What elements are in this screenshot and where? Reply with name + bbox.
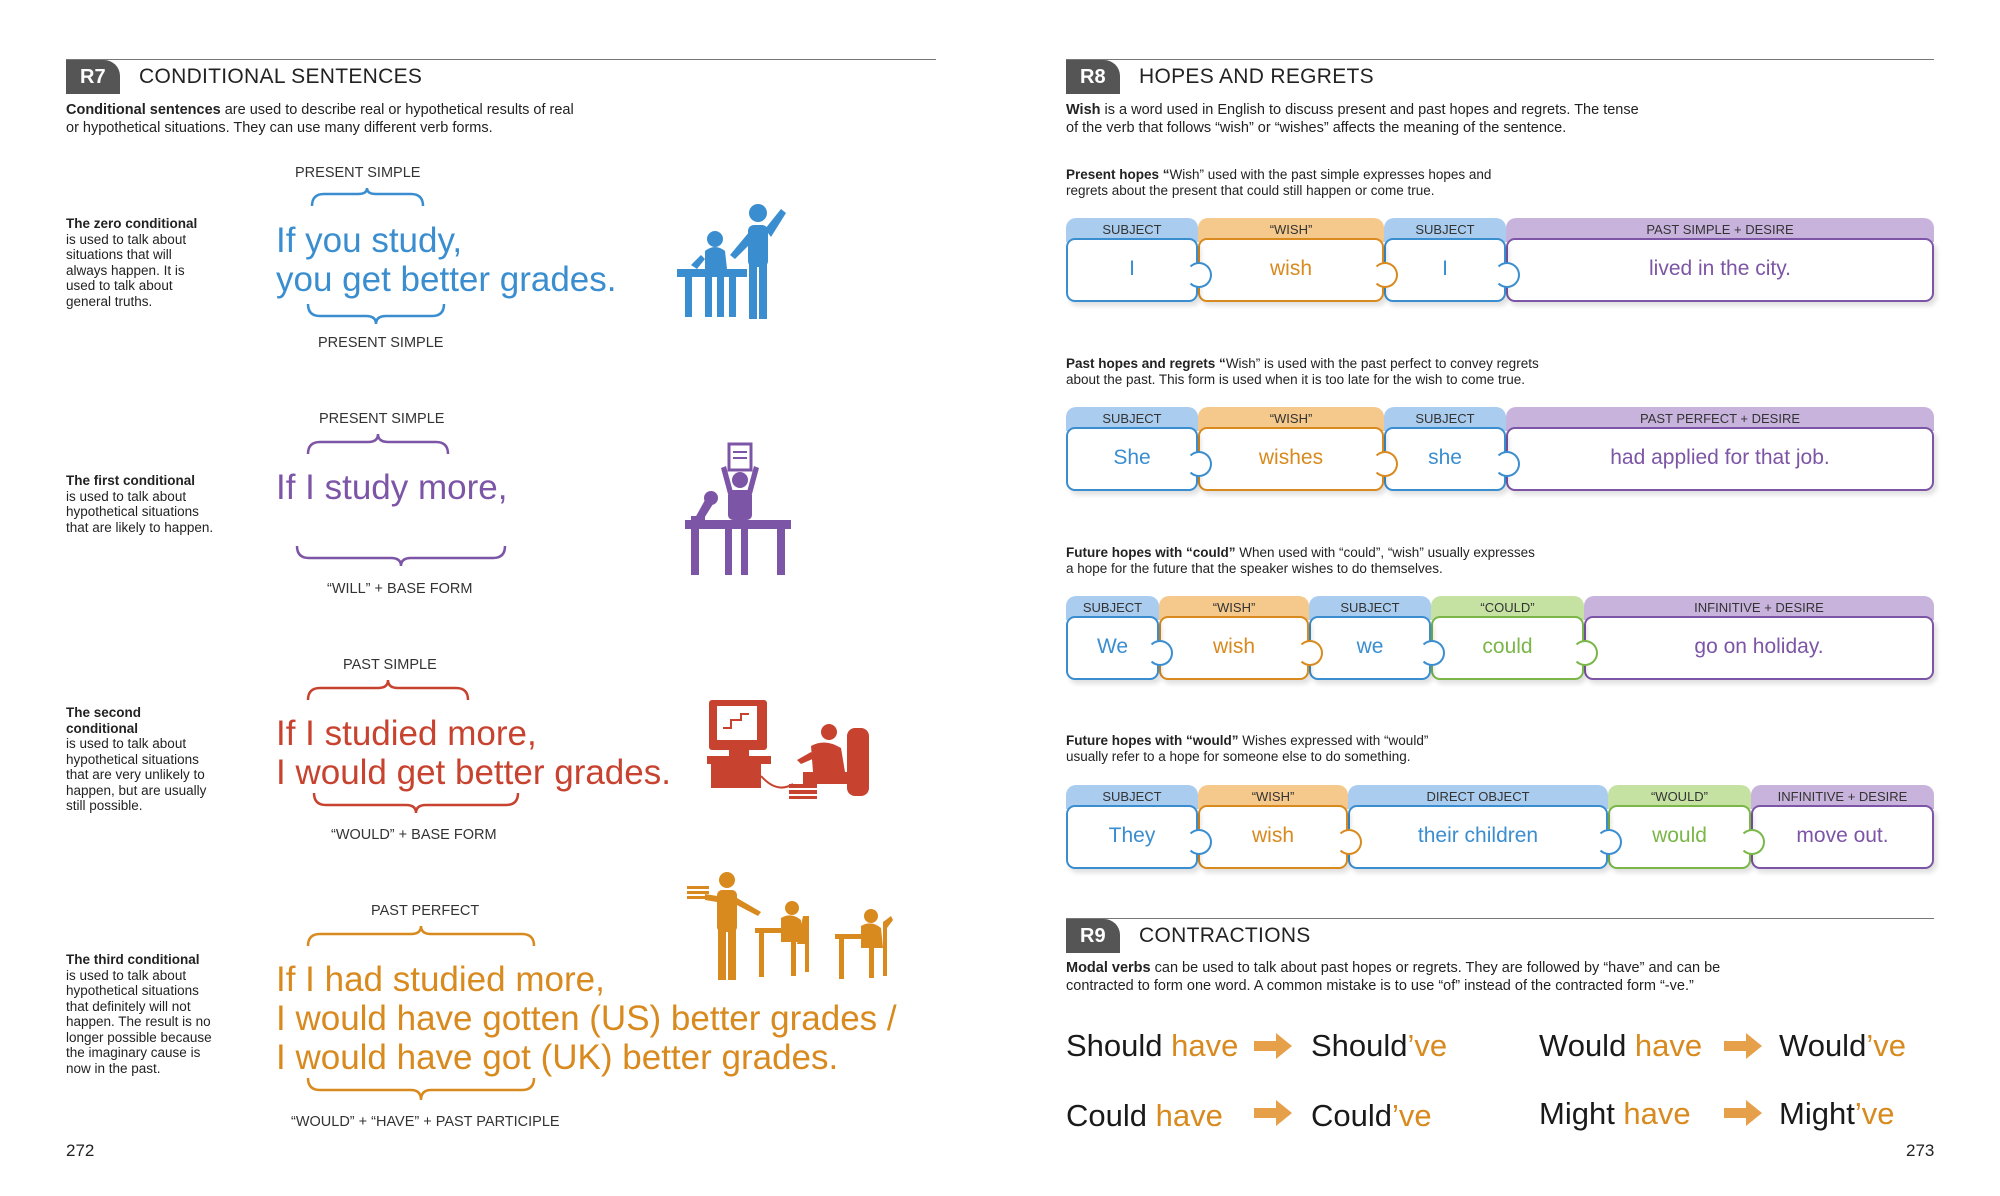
brace-bottom-2 — [295, 544, 507, 570]
top-label-3: PAST SIMPLE — [343, 657, 437, 673]
bottom-label-2: “WILL” + BASE FORM — [327, 581, 473, 597]
contraction-could-have — [1066, 1098, 1223, 1134]
bottom-label-4: “WOULD” + “HAVE” + PAST PARTICIPLE — [291, 1114, 560, 1130]
heading-text-line2: regrets about the present that could still happen or come true. — [1066, 183, 1435, 198]
puzzle-connector — [1419, 640, 1445, 666]
side-title: The zero conditional — [66, 216, 198, 231]
piece-label: “WOULD” — [1608, 785, 1751, 809]
heading-text: Wish” used with the past simple expresses hopes and — [1169, 167, 1492, 182]
short-word: Should — [1311, 1028, 1408, 1063]
intro-text: are used to describe real or hypothetical results of real — [220, 102, 574, 118]
piece-word: wish — [1198, 238, 1384, 302]
puzzle-connector — [1336, 829, 1362, 855]
contraction-should-have — [1066, 1028, 1238, 1064]
modal-word: Could — [1066, 1098, 1147, 1133]
puzzle-piece — [1506, 218, 1934, 302]
modal-word: Would — [1539, 1028, 1627, 1063]
contraction-wouldve — [1779, 1028, 1906, 1064]
piece-label: SUBJECT — [1066, 407, 1198, 431]
section-tag-r9: R9 — [1066, 919, 1120, 953]
intro-bold: Wish — [1066, 102, 1101, 118]
piece-word: their children — [1348, 805, 1608, 869]
side-text: is used to talk about situations that will always happen. It is used to talk about general truths. — [66, 231, 187, 309]
have-word: have — [1614, 1096, 1691, 1131]
have-word: have — [1162, 1028, 1239, 1063]
sentence-third-1: If I had studied more, — [276, 960, 605, 999]
brace-bottom-4 — [306, 1076, 536, 1104]
short-word: Would — [1779, 1028, 1867, 1063]
puzzle-piece — [1066, 596, 1159, 680]
puzzle-row-4 — [1066, 785, 1934, 869]
heading-text: Wish” is used with the past perfect to convey regrets — [1225, 356, 1539, 371]
piece-label: PAST PERFECT + DESIRE — [1506, 407, 1934, 431]
page-number-right: 273 — [1906, 1141, 1935, 1160]
side-text: is used to talk about hypothetical situations that are very unlikely to happen, but are usually still possible. — [66, 736, 207, 813]
contraction-couldve — [1311, 1098, 1432, 1134]
heading-bold: Past hopes and regrets “ — [1066, 356, 1226, 371]
short-word: Could — [1311, 1098, 1392, 1133]
puzzle-piece — [1506, 407, 1934, 491]
contraction-shouldve — [1311, 1028, 1447, 1064]
puzzle-connector — [1372, 262, 1398, 288]
top-label-1: PRESENT SIMPLE — [295, 165, 421, 181]
sentence-zero-1: If you study, — [276, 221, 463, 260]
piece-label: “WISH” — [1198, 407, 1384, 431]
modal-word: Should — [1066, 1028, 1163, 1063]
intro-wish — [1066, 101, 1639, 137]
heading-text: When used with “could”, “wish” usually expresses — [1235, 545, 1535, 560]
piece-word: had applied for that job. — [1506, 427, 1934, 491]
teacher-classroom-icon — [685, 872, 897, 982]
section-tag-r8: R8 — [1066, 60, 1120, 94]
intro-modal-verbs — [1066, 959, 1720, 995]
side-note-third — [66, 952, 216, 1076]
puzzle-piece — [1198, 218, 1384, 302]
piece-word: wish — [1198, 805, 1348, 869]
puzzle-piece — [1198, 407, 1384, 491]
puzzle-piece — [1751, 785, 1934, 869]
contraction-might-have — [1539, 1096, 1691, 1132]
heading-text-line2: a hope for the future that the speaker wishes to do themselves. — [1066, 561, 1443, 576]
piece-label: “WISH” — [1159, 596, 1309, 620]
piece-word: would — [1608, 805, 1751, 869]
brace-top-2 — [306, 432, 450, 458]
puzzle-piece — [1198, 785, 1348, 869]
section-title-conditional: CONDITIONAL SENTENCES — [139, 65, 423, 88]
contraction-would-have — [1539, 1028, 1702, 1064]
heading-text-line2: about the past. This form is used when it is too late for the wish to come true. — [1066, 372, 1525, 387]
brace-top-1 — [310, 186, 425, 210]
puzzle-piece — [1431, 596, 1584, 680]
brace-bottom-1 — [306, 302, 446, 328]
puzzle-connector — [1186, 262, 1212, 288]
heading-text: Wishes expressed with “would” — [1238, 733, 1429, 748]
ve-suffix: ’ve — [1866, 1028, 1906, 1063]
piece-label: “WISH” — [1198, 218, 1384, 242]
brace-bottom-3 — [312, 791, 520, 817]
section-title-contractions: CONTRACTIONS — [1139, 924, 1311, 947]
arrow-icon — [1722, 1098, 1764, 1128]
brace-top-4 — [306, 924, 536, 950]
piece-label: SUBJECT — [1066, 785, 1198, 809]
piece-label: “WISH” — [1198, 785, 1348, 809]
puzzle-piece — [1066, 218, 1198, 302]
heading-bold: Present hopes “ — [1066, 167, 1170, 182]
piece-word: I — [1066, 238, 1198, 302]
puzzle-piece — [1066, 407, 1198, 491]
intro-bold: Conditional sentences — [66, 102, 221, 118]
puzzle-connector — [1186, 451, 1212, 477]
sentence-second-2: I would get better grades. — [276, 753, 671, 792]
puzzle-connector — [1596, 829, 1622, 855]
piece-word: she — [1384, 427, 1506, 491]
puzzle-connector — [1297, 640, 1323, 666]
side-text: is used to talk about hypothetical situations that are likely to happen. — [66, 488, 214, 535]
puzzle-piece — [1159, 596, 1309, 680]
puzzle-piece — [1384, 218, 1506, 302]
piece-word: wishes — [1198, 427, 1384, 491]
intro-conditional — [66, 101, 574, 137]
side-text: is used to talk about hypothetical situations that definitely will not happen. The result is no longer possible because the imaginary cause is now in the past. — [66, 967, 212, 1076]
heading-bold: Future hopes with “would” — [1066, 733, 1239, 748]
piece-label: SUBJECT — [1384, 407, 1506, 431]
puzzle-piece — [1066, 785, 1198, 869]
modal-word: Might — [1539, 1096, 1615, 1131]
piece-label: DIRECT OBJECT — [1348, 785, 1608, 809]
puzzle-connector — [1494, 262, 1520, 288]
puzzle-piece — [1348, 785, 1608, 869]
arrow-icon — [1722, 1031, 1764, 1061]
arrow-icon — [1252, 1031, 1294, 1061]
intro-text-line2: of the verb that follows “wish” or “wishes” affects the meaning of the sentence. — [1066, 120, 1567, 136]
piece-word: could — [1431, 616, 1584, 680]
piece-label: SUBJECT — [1384, 218, 1506, 242]
section-title-hopes: HOPES AND REGRETS — [1139, 65, 1374, 88]
sentence-third-2: I would have gotten (US) better grades / — [276, 999, 897, 1038]
ve-suffix: ’ve — [1854, 1096, 1895, 1131]
piece-label: SUBJECT — [1066, 596, 1159, 620]
top-label-2: PRESENT SIMPLE — [319, 411, 445, 427]
puzzle-row-1 — [1066, 218, 1934, 302]
arrow-icon — [1252, 1098, 1294, 1128]
puzzle-connector — [1186, 829, 1212, 855]
intro-text-line2: or hypothetical situations. They can use many different verb forms. — [66, 120, 493, 136]
have-word: have — [1626, 1028, 1703, 1063]
puzzle-piece — [1608, 785, 1751, 869]
piece-word: move out. — [1751, 805, 1934, 869]
example-heading-1 — [1066, 167, 1491, 199]
piece-word: lived in the city. — [1506, 238, 1934, 302]
example-heading-3 — [1066, 545, 1535, 577]
studying-student-icon — [683, 440, 793, 578]
example-heading-2 — [1066, 356, 1539, 388]
student-and-teacher-icon — [675, 203, 787, 321]
piece-word: go on holiday. — [1584, 616, 1934, 680]
puzzle-connector — [1572, 640, 1598, 666]
intro-bold: Modal verbs — [1066, 960, 1151, 976]
piece-word: we — [1309, 616, 1431, 680]
have-word: have — [1147, 1098, 1223, 1133]
sentence-first: If I study more, — [276, 468, 508, 507]
page-number-left: 272 — [66, 1141, 95, 1160]
computer-and-reader-icon — [707, 698, 871, 800]
section-tag-r7: R7 — [66, 60, 120, 94]
puzzle-connector — [1739, 829, 1765, 855]
piece-label: “COULD” — [1431, 596, 1584, 620]
piece-word: wish — [1159, 616, 1309, 680]
side-note-second — [66, 705, 216, 814]
side-note-zero — [66, 216, 206, 309]
sentence-zero-2: you get better grades. — [276, 260, 617, 299]
brace-top-3 — [306, 678, 470, 704]
sentence-second-1: If I studied more, — [276, 714, 537, 753]
intro-text-line2: contracted to form one word. A common mistake is to use “of” instead of the contracted form “-ve.” — [1066, 978, 1694, 994]
side-title: The third conditional — [66, 952, 200, 967]
piece-word: We — [1066, 616, 1159, 680]
puzzle-piece — [1384, 407, 1506, 491]
piece-word: I — [1384, 238, 1506, 302]
side-title: The first conditional — [66, 473, 196, 488]
intro-text: can be used to talk about past hopes or regrets. They are followed by “have” and can be — [1150, 960, 1721, 976]
intro-text: is a word used in English to discuss present and past hopes and regrets. The tense — [1100, 102, 1639, 118]
puzzle-row-2 — [1066, 407, 1934, 491]
piece-label: SUBJECT — [1309, 596, 1431, 620]
piece-label: INFINITIVE + DESIRE — [1751, 785, 1934, 809]
ve-suffix: ’ve — [1392, 1098, 1432, 1133]
puzzle-row-3 — [1066, 596, 1934, 680]
bottom-label-1: PRESENT SIMPLE — [318, 335, 444, 351]
puzzle-piece — [1584, 596, 1934, 680]
ve-suffix: ’ve — [1407, 1028, 1448, 1063]
piece-word: They — [1066, 805, 1198, 869]
example-heading-4 — [1066, 733, 1428, 765]
puzzle-connector — [1372, 451, 1398, 477]
piece-label: SUBJECT — [1066, 218, 1198, 242]
side-title: The second conditional — [66, 705, 142, 736]
piece-label: INFINITIVE + DESIRE — [1584, 596, 1934, 620]
contraction-mightve — [1779, 1096, 1894, 1132]
heading-bold: Future hopes with “could” — [1066, 545, 1236, 560]
puzzle-connector — [1494, 451, 1520, 477]
bottom-label-3: “WOULD” + BASE FORM — [331, 827, 497, 843]
piece-word: She — [1066, 427, 1198, 491]
short-word: Might — [1779, 1096, 1855, 1131]
piece-label: PAST SIMPLE + DESIRE — [1506, 218, 1934, 242]
heading-text-line2: usually refer to a hope for someone else to do something. — [1066, 749, 1411, 764]
sentence-third-3: I would have got (UK) better grades. — [276, 1038, 839, 1077]
side-note-first — [66, 473, 216, 535]
puzzle-connector — [1147, 640, 1173, 666]
top-label-4: PAST PERFECT — [371, 903, 480, 919]
puzzle-piece — [1309, 596, 1431, 680]
